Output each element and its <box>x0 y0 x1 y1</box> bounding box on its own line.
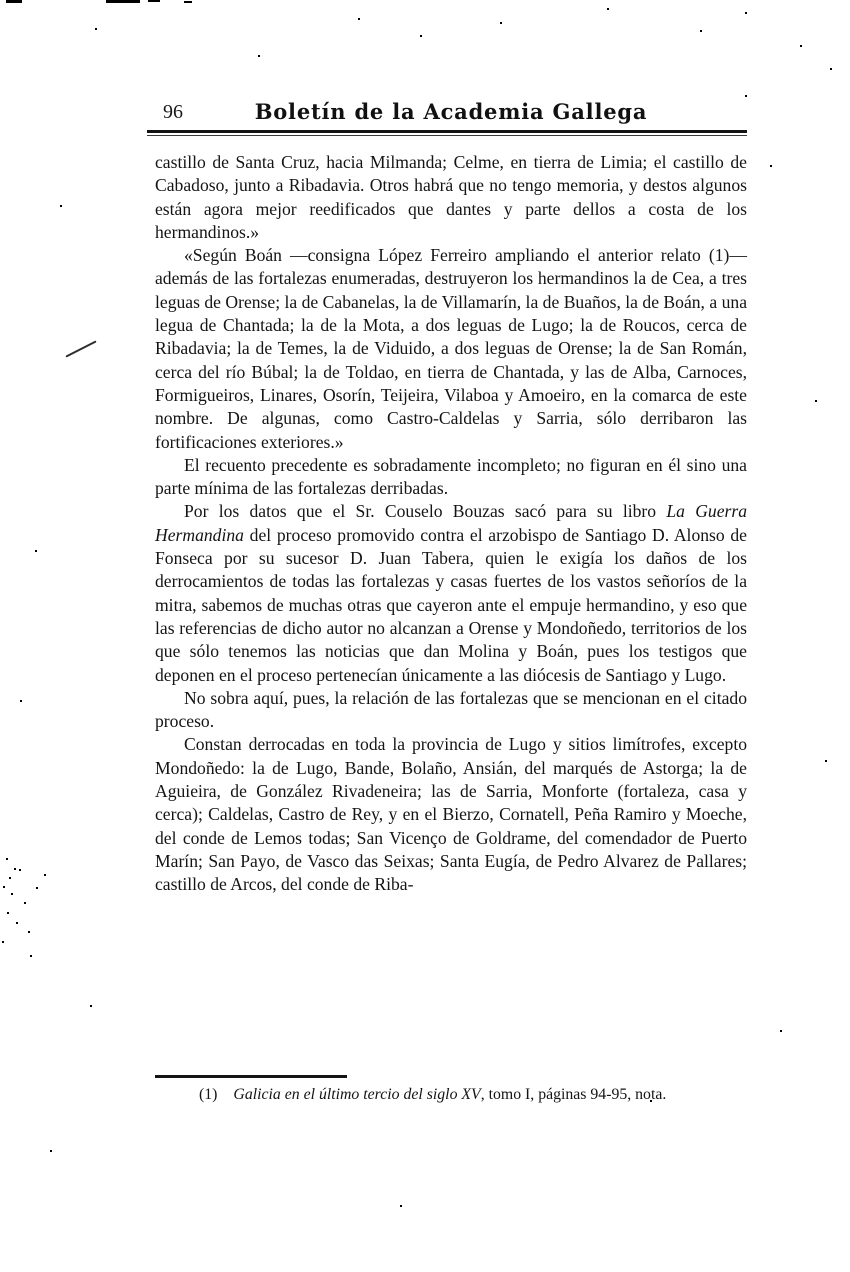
paragraph-4 <box>155 500 747 686</box>
scan-artifact-dash <box>148 0 160 2</box>
page-header <box>155 99 747 125</box>
scan-artifact-dash <box>6 0 22 3</box>
footnote-work-title: Galicia en el último tercio del siglo XV <box>233 1086 481 1103</box>
footnote <box>155 1084 747 1106</box>
footnote-reference: , tomo I, páginas 94-95, nota. <box>480 1086 667 1103</box>
footnote-marker: (1) <box>199 1086 218 1103</box>
paragraph-4-text-before: Por los datos que el Sr. Couselo Bouzas sacó para su libro <box>184 501 667 522</box>
journal-title: Boletín de la Academia Gallega <box>254 99 648 124</box>
paragraph-2: «Según Boán —consigna López Ferreiro ampliando el anterior relato (1)— además de las fortalezas enumeradas, destruyeron los hermandinos la de Cea, a tres leguas de Orense; la de Cabanelas, la de Villamarín, la de Buaños, la de Boán, a una legua de Chantada; la de la Mota, a dos leguas de Lugo; la de Roucos, cerca de Ribadavia; la de Temes, la de Viduido, a dos leguas de Orense; la de San Román, cerca del río Búbal; la de Toldao, en tierra de Chantada, y las de Alba, Carnoces, Formigueiros, Linares, Osorín, Teijeira, Vilaboa y Amoeiro, en la comarca de este nombre. De algunas, como Castro-Caldelas y Sarria, sólo derribaron las fortificaciones exteriores.» <box>155 245 747 452</box>
scan-artifact-dash <box>106 0 140 3</box>
scan-artifact-dash <box>184 1 192 3</box>
header-rule-thin <box>147 135 747 136</box>
article-text <box>155 151 747 897</box>
footnote-separator-rule <box>155 1075 347 1078</box>
paragraph-4-text-after: del proceso promovido contra el arzobispo de Santiago D. Alonso de Fonseca por su sucesor D. Juan Tabera, quien le exigía los daños de los derrocamientos de todas las fortalezas y casas fuertes de los vastos señoríos de la mitra, sabemos de muchas otras que cayeron ante el empuje hermandino, y eso que las referencias de dicho autor no alcanzan a Orense y Mondoñedo, territorios de los que sólo tenemos las noticias que dan Molina y Boán, pues los testigos que deponen en el proceso pertenecían únicamente a las diócesis de Santiago y Lugo. <box>155 524 747 685</box>
paragraph-1: castillo de Santa Cruz, hacia Milmanda; Celme, en tierra de Limia; el castillo de Cabadoso, junto a Ribadavia. Otros habrá que no tengo memoria, y destos algunos están agora mejor reedificados que dantes y parte dellos a costa de los hermandinos.» <box>155 152 747 242</box>
paragraph-6: Constan derrocadas en toda la provincia de Lugo y sitios limítrofes, excepto Mondoñedo: la de Lugo, Bande, Bolaño, Ansián, del marqués de Astorga; la de Aguieira, de González Rivadeneira; las de Sarria, Monforte (fortaleza, casa y cerca); Caldelas, Castro de Rey, y en el Bierzo, Cornatell, Peña Ramiro y Moeche, del conde de Lemos todas; San Vicenço de Goldrame, del comendador de Puerto Marín; San Payo, de Vasco das Seixas; Santa Eugía, de Pedro Alvarez de Pallares; castillo de Arcos, del conde de Riba- <box>155 734 747 895</box>
scan-speckle-noise <box>0 0 2 2</box>
page-number: 96 <box>163 101 183 123</box>
paragraph-5: No sobra aquí, pues, la relación de las fortalezas que se mencionan en el citado proceso. <box>155 687 747 732</box>
pencil-slash-mark <box>65 340 96 357</box>
header-rule <box>147 130 747 133</box>
paragraph-3: El recuento precedente es sobradamente incompleto; no figuran en él sino una parte mínima de las fortalezas derribadas. <box>155 454 747 499</box>
book-title-la-guerra-hermandina: La Guerra Hermandina <box>155 501 747 545</box>
